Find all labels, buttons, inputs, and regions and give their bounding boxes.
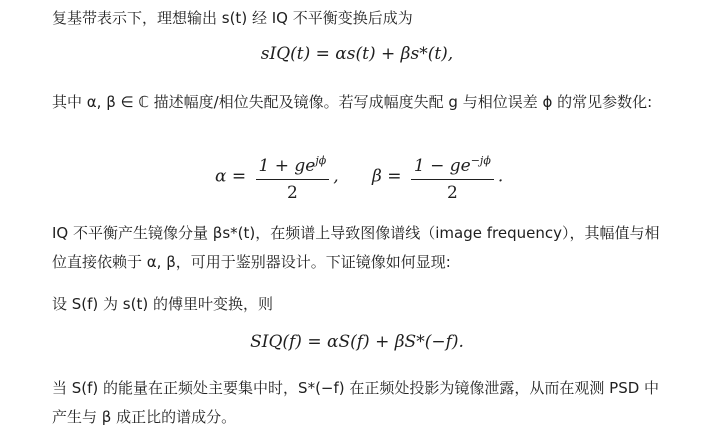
- beta-equation: [372, 150, 503, 204]
- alpha-numerator: [256, 150, 330, 180]
- spectrum-equation-text: SIQ(f) = αS(f) + βS*(−f).: [250, 332, 464, 352]
- alpha-equation: [215, 150, 339, 204]
- alpha-fraction: [256, 150, 330, 204]
- fourier-paragraph: [52, 290, 672, 319]
- fourier-text: 设 S(f) 为 s(t) 的傅里叶变换，则: [52, 295, 273, 313]
- parameter-paragraph: [52, 88, 672, 117]
- beta-numerator: [411, 150, 494, 180]
- parameter-text: 其中 α, β ∈ ℂ 描述幅度/相位失配及镜像。若写成幅度失配 g 与相位误差 ϕ 的常见参数化:: [52, 93, 653, 111]
- iq-output-equation: [0, 44, 714, 64]
- beta-exponent: −jϕ: [470, 154, 491, 167]
- image-component-paragraph: [52, 219, 672, 277]
- intro-paragraph: [52, 4, 672, 33]
- image-component-text: IQ 不平衡产生镜像分量 βs*(t)，在频谱上导致图像谱线（image frequency），其幅值与相位直接依赖于 α, β，可用于鉴别器设计。下证镜像如何显现:: [52, 224, 660, 271]
- spectrum-equation: [0, 332, 714, 352]
- alpha-denominator: 2: [287, 183, 298, 203]
- beta-numerator-text: 1 − ge: [413, 156, 471, 176]
- alpha-lhs: α =: [215, 166, 247, 187]
- iq-output-equation-text: sIQ(t) = αs(t) + βs*(t),: [260, 44, 454, 64]
- alpha-separator: ,: [333, 166, 339, 187]
- leakage-paragraph: [52, 374, 672, 432]
- beta-denominator: 2: [446, 183, 458, 203]
- alpha-exponent: jϕ: [315, 154, 327, 167]
- leakage-text: 当 S(f) 的能量在正频处主要集中时，S*(−f) 在正频处投影为镜像泄露，从而在观测 PSD 中产生与 β 成正比的谱成分。: [52, 379, 660, 426]
- alpha-numerator-text: 1 + ge: [258, 156, 316, 176]
- beta-lhs: β =: [372, 166, 402, 187]
- beta-fraction: [411, 150, 494, 204]
- beta-end: .: [497, 166, 504, 187]
- intro-text: 复基带表示下，理想输出 s(t) 经 IQ 不平衡变换后成为: [52, 9, 413, 27]
